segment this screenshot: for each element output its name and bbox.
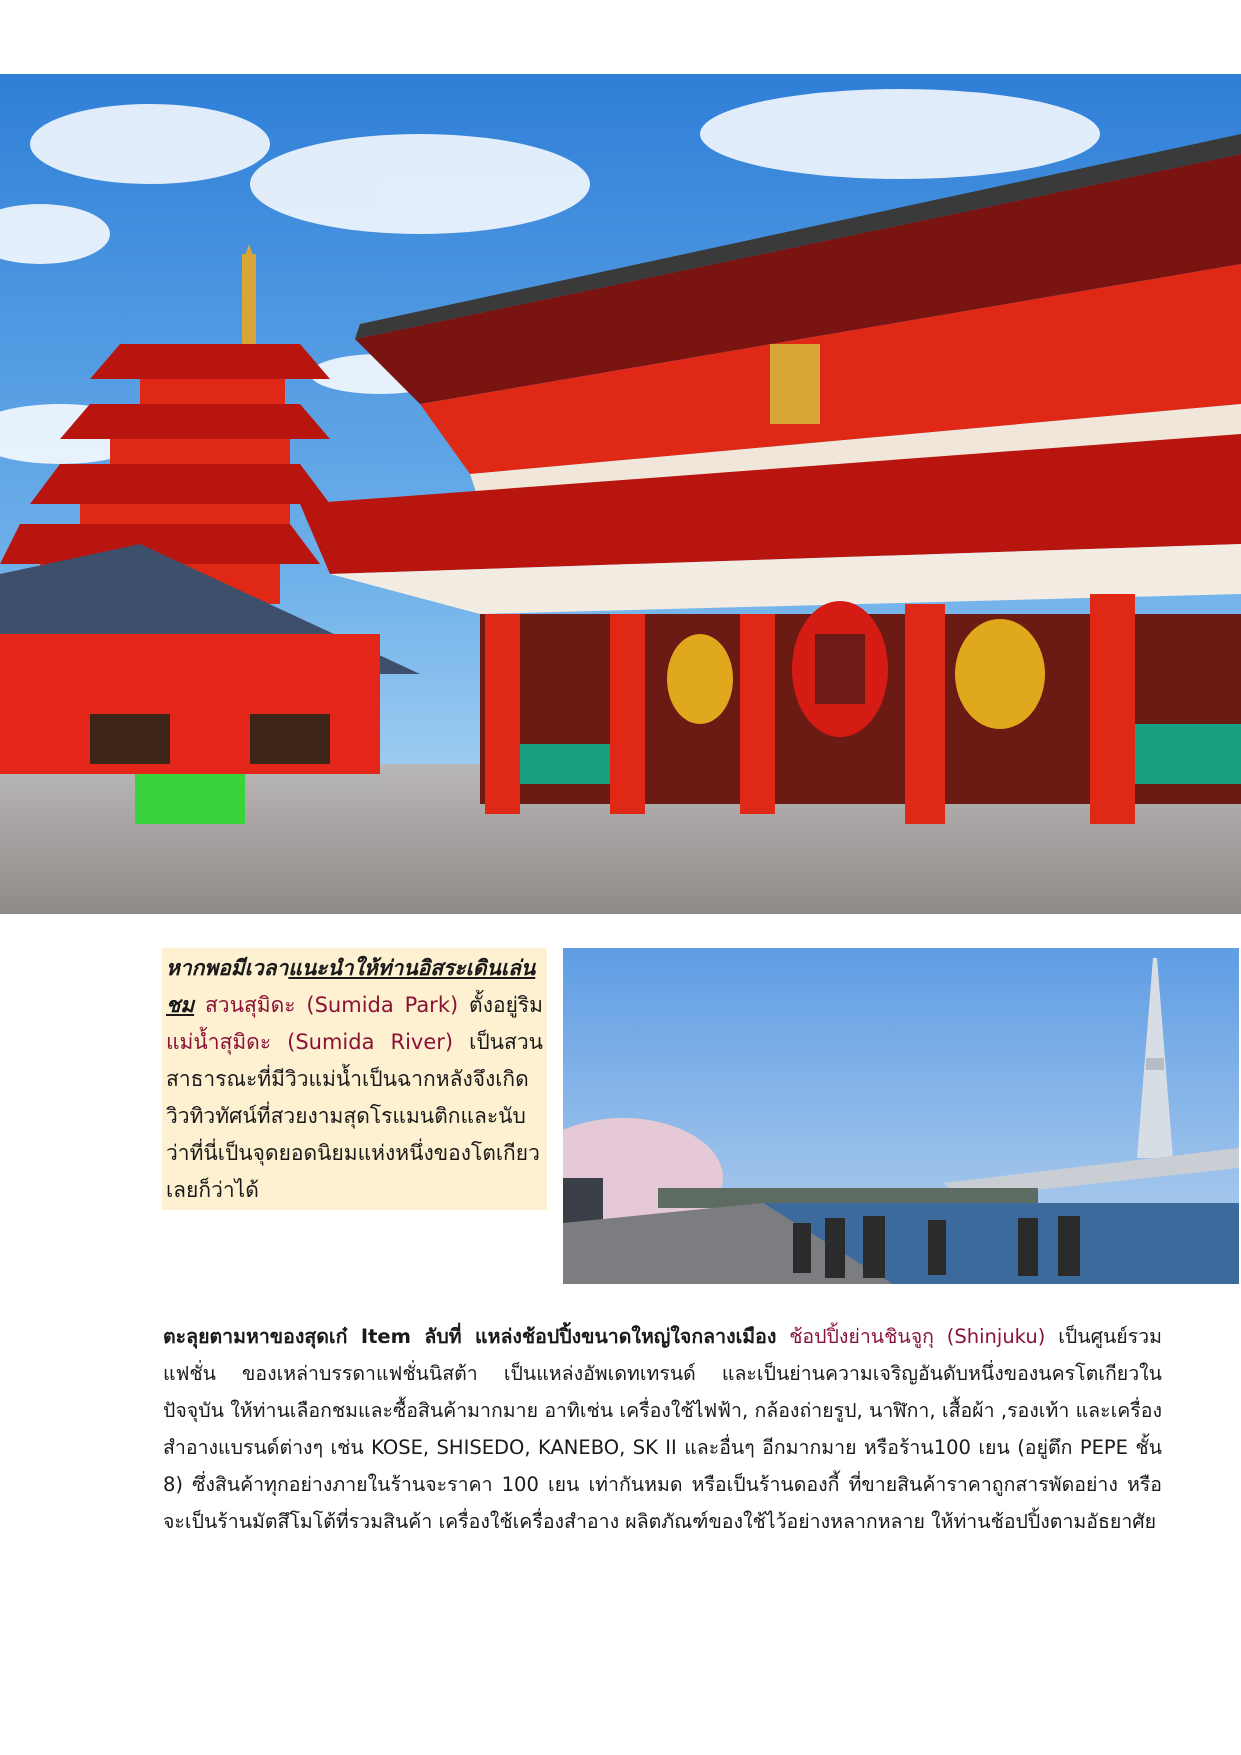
senso-ji-temple-photo [0, 74, 1241, 914]
river-name: แม่น้ำสุมิดะ (Sumida River) [166, 1030, 454, 1054]
callout-lead: หากพอมีเวลาแนะนำให้ท่านอิสระเดินเล่นชม [166, 956, 536, 1017]
shinjuku-paragraph [163, 1318, 1162, 1540]
sumida-river-skytree-photo [563, 948, 1239, 1284]
shinjuku-body-text: เป็นศูนย์รวมแฟชั่น ของเหล่าบรรดาแฟชั่นนิสต้า เป็นแหล่งอัพเดทเทรนด์ และเป็นย่านความเจริญอันดับหนึ่งของนครโตเกียวในปัจจุบัน ให้ท่านเลือกชมและซื้อสินค้ามากมาย อาทิเช่น เครื่องใช้ไฟฟ้า, กล้องถ่ายรูป, นาฬิกา, เสื้อผ้า ,รองเท้า และเครื่องสำอางแบรนด์ต่างๆ เช่น KOSE, SHISEDO, KANEBO, SK II และอื่นๆ อีกมากมาย หรือร้าน100 เยน (อยู่ตึก PEPE ชั้น 8) ซึ่งสินค้าทุกอย่างภายในร้านจะราคา 100 เยน เท่ากันหมด หรือเป็นร้านดองกี้ ที่ขายสินค้าราคาถูกสารพัดอย่าง หรือจะเป็นร้านมัตสึโมโต้ที่รวมสินค้า เครื่องใช้เครื่องสำอาง ผลิตภัณฑ์ของใช้ไว้อย่างหลากหลาย ให้ท่านช้อปปิ้งตามอัธยาศัย [163, 1325, 1162, 1533]
callout-text-1: ตั้งอยู่ริม [458, 993, 543, 1017]
callout-text-2: เป็นสวนสาธารณะที่มีวิวแม่น้ำเป็นฉากหลังจึงเกิดวิวทิวทัศน์ที่สวยงามสุดโรแมนติกและนับว่าที่นี่เป็นจุดยอดนิยมแห่งหนึ่งของโตเกียวเลยก็ว่าได้ [166, 1030, 543, 1202]
callout-lead-underlined: แนะนำให้ท่านอิสระเดินเล่นชม [166, 956, 536, 1017]
sumida-park-callout [162, 948, 547, 1210]
park-name: สวนสุมิดะ (Sumida Park) [204, 993, 459, 1017]
shinjuku-district: ช้อปปิ้งย่านชินจูกุ (Shinjuku) [776, 1325, 1046, 1348]
shinjuku-lead: ตะลุยตามหาของสุดเก๋ Item ลับที่ แหล่งช้อปปิ้งขนาดใหญ่ใจกลางเมือง [163, 1325, 777, 1348]
